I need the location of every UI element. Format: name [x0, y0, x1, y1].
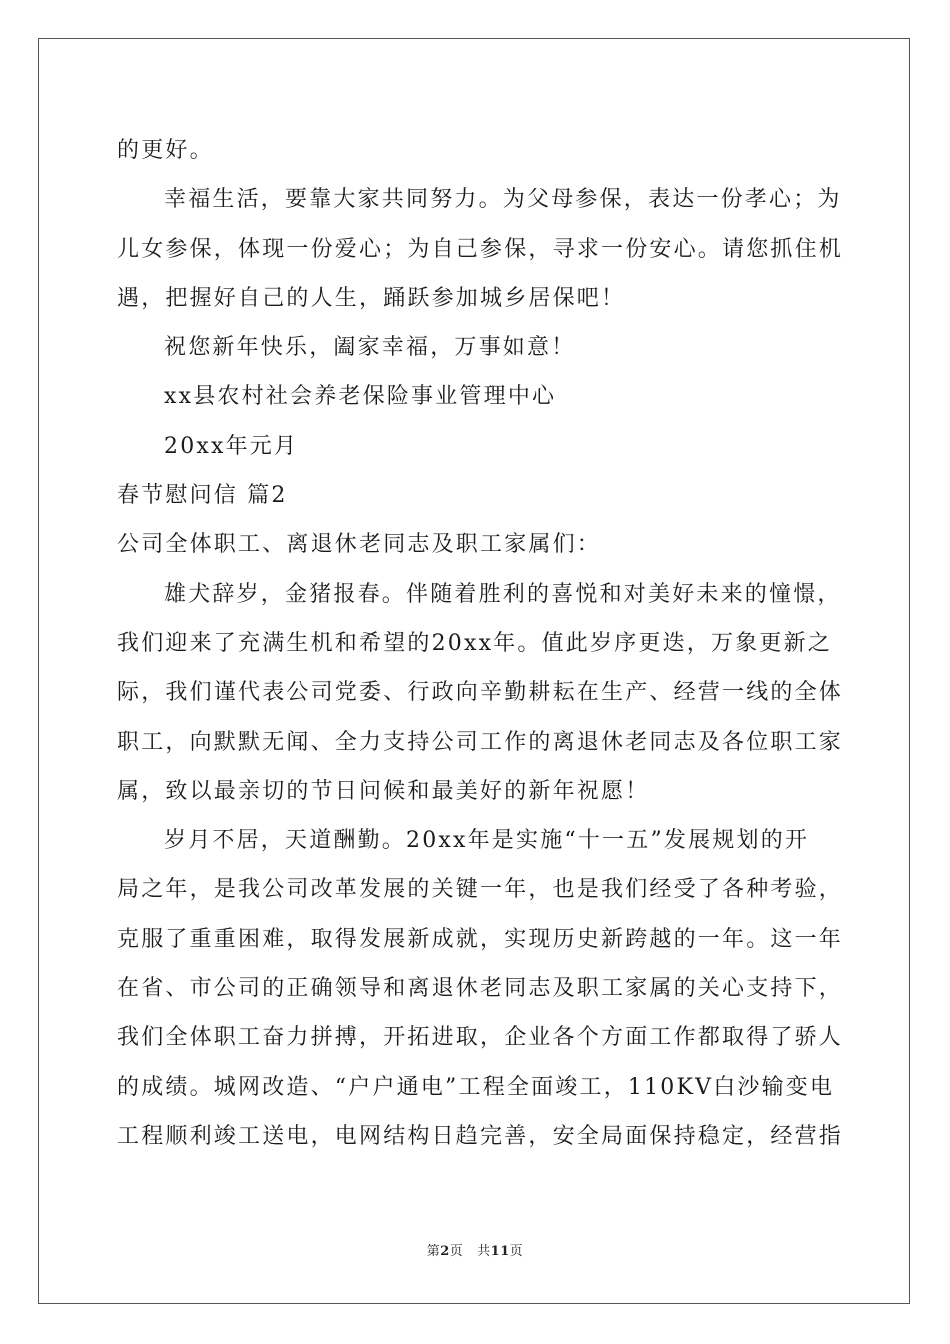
current-page-number: 2: [440, 1244, 450, 1259]
document-body: [117, 126, 844, 1161]
text-line: 幸福生活，要靠大家共同努力。为父母参保，表达一份孝心；为: [164, 187, 842, 213]
text-line: 的成绩。城网改造、“户户通电”工程全面竣工，110KV白沙输变电: [117, 1074, 835, 1100]
total-page-count: 11: [490, 1244, 510, 1259]
text-line: 克服了重重困难，取得发展新成就，实现历史新跨越的一年。这一年: [117, 926, 844, 952]
text-line: 儿女参保，体现一份爱心；为自己参保，寻求一份安心。请您抓住机: [117, 236, 844, 262]
footer-prefix: 第: [426, 1244, 441, 1259]
text-line: 雄犬辞岁，金猪报春。伴随着胜利的喜悦和对美好未来的憧憬，: [164, 581, 842, 607]
text-line: 我们全体职工奋力拼搏，开拓进取，企业各个方面工作都取得了骄人: [117, 1025, 844, 1051]
signature-date: 20xx年元月: [164, 433, 299, 459]
text-line: 遇，把握好自己的人生，踊跃参加城乡居保吧！: [117, 285, 626, 311]
signature-org: xx县农村社会养老保险事业管理中心: [164, 384, 557, 410]
footer-middle: 页 共: [449, 1244, 491, 1259]
text-line: 工程顺利竣工送电，电网结构日趋完善，安全局面保持稳定，经营指: [117, 1123, 844, 1149]
text-line: 我们迎来了充满生机和希望的20xx年。值此岁序更迭，万象更新之: [117, 630, 833, 656]
text-line: 职工，向默默无闻、全力支持公司工作的离退休老同志及各位职工家: [117, 729, 844, 755]
footer-suffix: 页: [509, 1244, 524, 1259]
text-line: 在省、市公司的正确领导和离退休老同志及职工家属的关心支持下，: [117, 976, 844, 1002]
page-footer: [0, 1240, 950, 1259]
salutation: 公司全体职工、离退休老同志及职工家属们：: [117, 532, 602, 558]
text-line: 祝您新年快乐，阖家幸福，万事如意！: [164, 335, 576, 361]
text-line: 际，我们谨代表公司党委、行政向辛勤耕耘在生产、经营一线的全体: [117, 680, 844, 706]
text-line: 岁月不居，天道酬勤。20xx年是实施“十一五”发展规划的开: [164, 828, 810, 854]
text-line: 的更好。: [117, 138, 214, 163]
text-line: 局之年，是我公司改革发展的关键一年，也是我们经受了各种考验，: [117, 877, 844, 903]
section-heading: 春节慰问信 篇2: [117, 483, 288, 509]
text-line: 属，致以最亲切的节日问候和最美好的新年祝愿！: [117, 778, 650, 804]
